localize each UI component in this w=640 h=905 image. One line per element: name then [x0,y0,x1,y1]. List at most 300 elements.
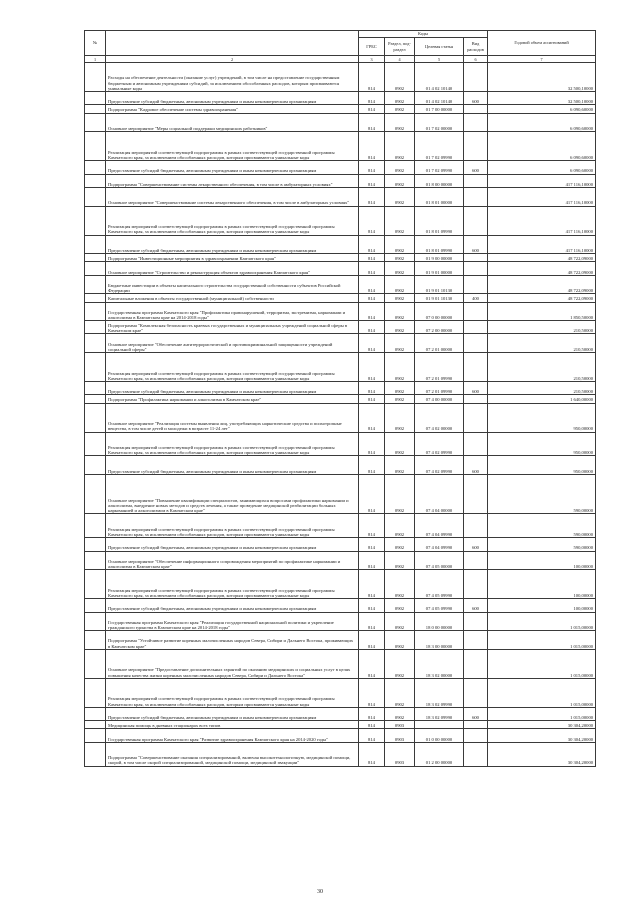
row-vid [464,63,488,92]
row-number [85,395,106,403]
row-razdel: 0902 [385,275,415,294]
row-number [85,334,106,353]
row-number [85,275,106,294]
row-vid [464,174,488,187]
row-grbs: 814 [359,729,385,742]
row-description: Реализация мероприятий соответствующей подпрограммы в рамках соответствующей государственной программы Камчатского края, за исключением обособленных расходов, которым присваиваются уникальные коды [106,514,359,538]
table-row [85,729,596,742]
row-celevaya: 01 0 00 00000 [415,729,464,742]
row-grbs: 814 [359,174,385,187]
row-celevaya: 01 8 01 00000 [415,187,464,206]
row-description: Предоставление субсидий бюджетным, автономным учреждениям и иным некоммерческим организациям [106,456,359,475]
row-razdel: 0902 [385,538,415,551]
row-number [85,206,106,235]
table-row [85,456,596,475]
row-grbs: 814 [359,395,385,403]
row-grbs: 814 [359,63,385,92]
row-celevaya: 07 4 05 09990 [415,570,464,599]
table-row [85,262,596,275]
table-header-row [85,31,596,38]
table-row [85,294,596,302]
row-sum: 48 722,09000 [488,254,596,262]
row-celevaya: 07 4 02 09990 [415,456,464,475]
row-razdel: 0902 [385,432,415,456]
row-sum: 1 640,00000 [488,395,596,403]
row-sum: 30 304,20000 [488,721,596,729]
table-row [85,161,596,174]
row-vid [464,132,488,161]
row-number [85,132,106,161]
row-vid: 600 [464,92,488,105]
row-number [85,514,106,538]
row-number [85,321,106,334]
row-celevaya: 07 2 00 00000 [415,321,464,334]
row-number [85,105,106,113]
table-row [85,63,596,92]
row-razdel: 0902 [385,161,415,174]
row-vid: 600 [464,538,488,551]
table-row [85,742,596,766]
row-number [85,599,106,612]
row-number [85,174,106,187]
row-celevaya [415,721,464,729]
table-row [85,113,596,132]
row-razdel: 0903 [385,721,415,729]
row-number [85,403,106,432]
header-celevaya: Целевая статья [415,38,464,56]
row-sum: 950,00000 [488,403,596,432]
row-number [85,742,106,766]
table-row [85,187,596,206]
table-row [85,206,596,235]
row-vid [464,262,488,275]
row-description: Основное мероприятие "Меры социальной поддержки медицинских работников" [106,113,359,132]
row-grbs: 814 [359,334,385,353]
row-grbs: 814 [359,254,385,262]
row-grbs: 814 [359,92,385,105]
row-razdel: 0902 [385,132,415,161]
row-sum: 210,50000 [488,321,596,334]
row-sum: 950,00000 [488,432,596,456]
row-sum: 210,50000 [488,353,596,382]
row-sum: 590,00000 [488,475,596,514]
row-sum: 100,00000 [488,551,596,570]
row-number [85,570,106,599]
row-celevaya: 07 2 01 00000 [415,334,464,353]
row-celevaya: 01 4 02 10140 [415,92,464,105]
row-grbs: 814 [359,475,385,514]
row-number [85,649,106,678]
row-sum: 417 116,10000 [488,187,596,206]
row-description: Реализация мероприятий соответствующей подпрограммы в рамках соответствующей государственной программы Камчатского края, за исключением обособленных расходов, которым присваиваются уникальные коды [106,132,359,161]
table-row [85,302,596,321]
row-sum: 32 500,10000 [488,63,596,92]
row-grbs: 814 [359,382,385,395]
row-vid [464,275,488,294]
row-description: Подпрограмма "Совершенствование оказания специализированной, включая высокотехнологичную, медицинской помощи, скорой, в том числе скорой специализированной, медицинской помощи, медицинской эвакуации" [106,742,359,766]
row-grbs: 814 [359,294,385,302]
row-razdel: 0902 [385,456,415,475]
header-razdel: Раздел, под-раздел [385,38,415,56]
table-row [85,174,596,187]
row-description: Капитальные вложения в объекты государственной (муниципальной) собственности [106,294,359,302]
row-razdel: 0902 [385,551,415,570]
row-number [85,456,106,475]
row-number [85,721,106,729]
row-number [85,678,106,707]
table-row [85,678,596,707]
row-sum: 950,00000 [488,456,596,475]
row-razdel: 0902 [385,649,415,678]
row-vid [464,612,488,631]
row-grbs: 814 [359,649,385,678]
row-sum: 210,50000 [488,334,596,353]
row-vid: 600 [464,599,488,612]
table-row [85,649,596,678]
row-grbs: 814 [359,113,385,132]
row-sum: 417 116,10000 [488,235,596,254]
row-sum: 590,00000 [488,538,596,551]
row-sum: 6 090,60000 [488,105,596,113]
row-vid: 600 [464,161,488,174]
row-celevaya: 01 4 02 10140 [415,63,464,92]
row-razdel: 0902 [385,63,415,92]
row-grbs: 814 [359,353,385,382]
row-grbs: 814 [359,262,385,275]
row-sum: 6 090,60000 [488,113,596,132]
col-num: 7 [488,56,596,63]
row-grbs: 814 [359,514,385,538]
row-celevaya: 07 4 04 09990 [415,514,464,538]
table-row [85,235,596,254]
row-description: Государственная программа Камчатского края "Профилактика правонарушений, терроризма, экстремизма, наркомании и алкоголизма в Камчатском крае на 2014-2018 годы" [106,302,359,321]
row-grbs: 814 [359,235,385,254]
row-razdel: 0903 [385,742,415,766]
row-sum: 1 015,00000 [488,612,596,631]
row-celevaya: 01 9 01 00000 [415,262,464,275]
row-razdel: 0902 [385,262,415,275]
row-sum: 48 722,09000 [488,294,596,302]
row-grbs: 814 [359,570,385,599]
row-description: Основное мероприятие "Совершенствование системы лекарственного обеспечения, в том числе в амбулаторных условиях" [106,187,359,206]
row-sum: 590,00000 [488,514,596,538]
table-row [85,432,596,456]
table-row [85,334,596,353]
table-row [85,382,596,395]
row-celevaya: 18 3 02 09990 [415,707,464,720]
table-row [85,92,596,105]
table-row [85,321,596,334]
row-description: Основное мероприятие "Повышение квалификации специалистов, занимающихся вопросами профилактики наркомании и алкоголизма, внедрение новых методов и средств лечения, а также проведение медицинской реабилитации больных наркоманией и алкоголизмом в Камчатском крае" [106,475,359,514]
row-vid [464,678,488,707]
row-description: Подпрограмма "Профилактика наркомании и алкоголизма в Камчатском крае" [106,395,359,403]
row-number [85,63,106,92]
row-razdel: 0902 [385,707,415,720]
row-sum: 210,50000 [488,382,596,395]
row-number [85,113,106,132]
row-sum: 1 015,00000 [488,649,596,678]
row-razdel: 0902 [385,334,415,353]
row-celevaya: 01 8 01 09990 [415,206,464,235]
row-vid [464,475,488,514]
row-description: Предоставление субсидий бюджетным, автономным учреждениям и иным некоммерческим организациям [106,599,359,612]
table-row [85,631,596,650]
row-description: Реализация мероприятий соответствующей подпрограммы в рамках соответствующей государственной программы Камчатского края, за исключением обособленных расходов, которым присваиваются уникальные коды [106,570,359,599]
row-vid [464,631,488,650]
row-description: Подпрограмма "Совершенствование системы лекарственного обеспечения, в том числе в амбулаторных условиях" [106,174,359,187]
row-razdel: 0902 [385,599,415,612]
row-vid [464,206,488,235]
row-grbs: 814 [359,161,385,174]
row-number [85,92,106,105]
row-number [85,631,106,650]
column-number-row [85,56,596,63]
row-razdel: 0902 [385,174,415,187]
row-number [85,187,106,206]
row-celevaya: 01 9 01 10130 [415,275,464,294]
table-row [85,132,596,161]
document-sheet [84,30,595,767]
row-sum: 48 722,09000 [488,275,596,294]
row-grbs: 814 [359,206,385,235]
row-razdel: 0902 [385,395,415,403]
row-razdel: 0902 [385,254,415,262]
row-number [85,235,106,254]
row-razdel: 0902 [385,302,415,321]
row-razdel: 0902 [385,403,415,432]
row-description: Подпрограмма "Устойчивое развитие коренных малочисленных народов Севера, Сибири и Дальнего Востока, проживающих в Камчатском крае" [106,631,359,650]
row-celevaya: 07 2 01 09990 [415,382,464,395]
row-celevaya: 07 4 05 09990 [415,599,464,612]
row-description: Основное мероприятие "Обеспечение антитеррористической и противокриминальной защищенности учреждений социальной сферы" [106,334,359,353]
row-celevaya: 01 7 02 09990 [415,132,464,161]
row-razdel: 0902 [385,92,415,105]
row-vid [464,649,488,678]
row-grbs: 814 [359,432,385,456]
row-grbs: 814 [359,599,385,612]
row-sum: 100,00000 [488,570,596,599]
row-razdel: 0902 [385,570,415,599]
header-col-no: № [85,31,106,56]
row-celevaya: 07 4 04 00000 [415,475,464,514]
row-grbs: 814 [359,456,385,475]
row-razdel: 0902 [385,631,415,650]
header-codes: Коды [359,31,488,38]
row-celevaya: 07 4 00 00000 [415,395,464,403]
row-sum: 417 116,10000 [488,174,596,187]
row-razdel: 0902 [385,514,415,538]
table-row [85,721,596,729]
row-razdel: 0902 [385,353,415,382]
row-description: Предоставление субсидий бюджетным, автономным учреждениям и иным некоммерческим организациям [106,382,359,395]
row-description: Реализация мероприятий соответствующей подпрограммы в рамках соответствующей государственной программы Камчатского края, за исключением обособленных расходов, которым присваиваются уникальные коды [106,206,359,235]
table-row [85,612,596,631]
row-grbs: 814 [359,612,385,631]
row-grbs: 814 [359,721,385,729]
row-vid: 600 [464,382,488,395]
row-vid [464,514,488,538]
row-celevaya: 07 4 05 00000 [415,551,464,570]
row-grbs: 814 [359,538,385,551]
row-description: Подпрограмма "Инвестиционные мероприятия в здравоохранении Камчатского края" [106,254,359,262]
row-razdel: 0902 [385,294,415,302]
row-sum: 30 304,20000 [488,729,596,742]
row-razdel: 0902 [385,382,415,395]
row-number [85,254,106,262]
row-celevaya: 01 9 00 00000 [415,254,464,262]
row-sum: 1 015,00000 [488,631,596,650]
row-grbs: 814 [359,321,385,334]
row-sum: 1 015,00000 [488,678,596,707]
row-description: Предоставление субсидий бюджетным, автономным учреждениям и иным некоммерческим организациям [106,161,359,174]
row-celevaya: 01 7 00 00000 [415,105,464,113]
row-celevaya: 07 4 02 00000 [415,403,464,432]
row-sum: 1 850,50000 [488,302,596,321]
row-number [85,551,106,570]
col-num: 1 [85,56,106,63]
row-sum: 30 304,20000 [488,742,596,766]
header-grbs: ГРБС [359,38,385,56]
row-celevaya: 18 3 02 00000 [415,649,464,678]
row-vid [464,570,488,599]
row-celevaya: 07 4 02 09990 [415,432,464,456]
row-grbs: 814 [359,275,385,294]
header-godovoy: Годовой объем ассигнований [488,31,596,56]
row-vid [464,742,488,766]
row-description: Предоставление субсидий бюджетным, автономным учреждениям и иным некоммерческим организациям [106,235,359,254]
row-number [85,475,106,514]
row-number [85,612,106,631]
row-description: Основное мероприятие "Реализация системы выявления лиц, употребляющих наркотические средства и психотропные вещества, в том числе детей и молодежи в возрасте 11-24 лет" [106,403,359,432]
row-vid [464,254,488,262]
row-celevaya: 01 8 00 00000 [415,174,464,187]
col-num: 4 [385,56,415,63]
row-description: Государственная программа Камчатского края "Развитие здравоохранения Камчатского края на 2014-2020 годы" [106,729,359,742]
row-number [85,161,106,174]
col-num: 6 [464,56,488,63]
row-description: Реализация мероприятий соответствующей подпрограммы в рамках соответствующей государственной программы Камчатского края, за исключением обособленных расходов, которым присваиваются уникальные коды [106,353,359,382]
row-grbs: 814 [359,631,385,650]
row-celevaya: 07 4 04 09990 [415,538,464,551]
row-celevaya: 18 3 02 09990 [415,678,464,707]
row-razdel: 0902 [385,206,415,235]
row-razdel: 0902 [385,187,415,206]
row-sum: 6 090,60000 [488,132,596,161]
row-grbs: 814 [359,551,385,570]
row-grbs: 814 [359,707,385,720]
row-razdel: 0902 [385,113,415,132]
table-row [85,707,596,720]
row-vid: 400 [464,294,488,302]
table-row [85,353,596,382]
table-row [85,514,596,538]
row-vid [464,403,488,432]
row-celevaya: 07 2 01 09990 [415,353,464,382]
table-row [85,395,596,403]
row-description: Основное мероприятие "Предоставление дополнительных гарантий по оказанию медицинских и социальных услуг в целях повышения качества жизни коренных малочисленных народов Севера, Сибири и Дальнего Востока" [106,649,359,678]
table-row [85,475,596,514]
row-description: Бюджетные инвестиции в объекты капитального строительства государственной собственности субъектов Российской Федерации [106,275,359,294]
header-vid: Вид расходов [464,38,488,56]
row-celevaya: 01 7 02 09990 [415,161,464,174]
table-row [85,538,596,551]
row-celevaya: 18 0 00 00000 [415,612,464,631]
header-col-desc [106,31,359,56]
row-number [85,302,106,321]
col-num: 2 [106,56,359,63]
row-description: Основное мероприятие "Строительство и реконструкция объектов здравоохранения Камчатского края" [106,262,359,275]
row-razdel: 0902 [385,105,415,113]
row-razdel: 0902 [385,612,415,631]
row-grbs: 814 [359,187,385,206]
row-vid: 600 [464,707,488,720]
row-razdel: 0903 [385,729,415,742]
row-vid [464,187,488,206]
table-row [85,551,596,570]
row-razdel: 0902 [385,235,415,254]
table-row [85,403,596,432]
row-vid [464,395,488,403]
budget-table [84,30,596,767]
row-number [85,432,106,456]
row-description: Реализация мероприятий соответствующей подпрограммы в рамках соответствующей государственной программы Камчатского края, за исключением обособленных расходов, которым присваиваются уникальные коды [106,432,359,456]
page-number: 30 [317,889,323,895]
table-row [85,570,596,599]
row-description: Предоставление субсидий бюджетным, автономным учреждениям и иным некоммерческим организациям [106,92,359,105]
table-row [85,275,596,294]
row-vid [464,334,488,353]
row-razdel: 0902 [385,321,415,334]
row-celevaya: 01 8 01 09990 [415,235,464,254]
row-vid [464,432,488,456]
row-grbs: 814 [359,678,385,707]
row-grbs: 814 [359,105,385,113]
row-description: Подпрограмма "Комплексная безопасность краевых государственных и муниципальных учреждений социальной сферы в Камчатском крае" [106,321,359,334]
row-grbs: 814 [359,132,385,161]
row-celevaya: 01 7 02 00000 [415,113,464,132]
row-sum: 417 116,10000 [488,206,596,235]
row-razdel: 0902 [385,678,415,707]
row-number [85,353,106,382]
row-grbs: 814 [359,403,385,432]
row-sum: 6 090,60000 [488,161,596,174]
row-number [85,262,106,275]
row-description: Подпрограмма "Кадровое обеспечение системы здравоохранения" [106,105,359,113]
row-description: Предоставление субсидий бюджетным, автономным учреждениям и иным некоммерческим организациям [106,707,359,720]
row-celevaya: 01 2 00 00000 [415,742,464,766]
row-celevaya: 18 3 00 00000 [415,631,464,650]
row-razdel: 0902 [385,475,415,514]
row-description: Государственная программа Камчатского края "Реализация государственной национальной политики и укрепление гражданского единства в Камчатском крае на 2014-2018 годы" [106,612,359,631]
row-sum: 48 722,09000 [488,262,596,275]
row-number [85,382,106,395]
row-vid [464,105,488,113]
table-row [85,254,596,262]
row-vid [464,113,488,132]
row-vid [464,729,488,742]
row-celevaya: 01 9 01 10130 [415,294,464,302]
row-description: Основное мероприятие "Обеспечение информационного сопровождения мероприятий по профилактике наркомании и алкоголизма в Камчатском крае" [106,551,359,570]
row-vid [464,721,488,729]
row-vid [464,321,488,334]
col-num: 3 [359,56,385,63]
row-number [85,294,106,302]
col-num: 5 [415,56,464,63]
row-vid [464,551,488,570]
row-celevaya: 07 0 00 00000 [415,302,464,321]
row-description: Расходы на обеспечение деятельности (оказание услуг) учреждений, в том числе на предоставление государственным бюджетным и автономным учреждениям субсидий, за исключением обособленных расходов, которым присваиваются уникальные коды [106,63,359,92]
row-number [85,707,106,720]
